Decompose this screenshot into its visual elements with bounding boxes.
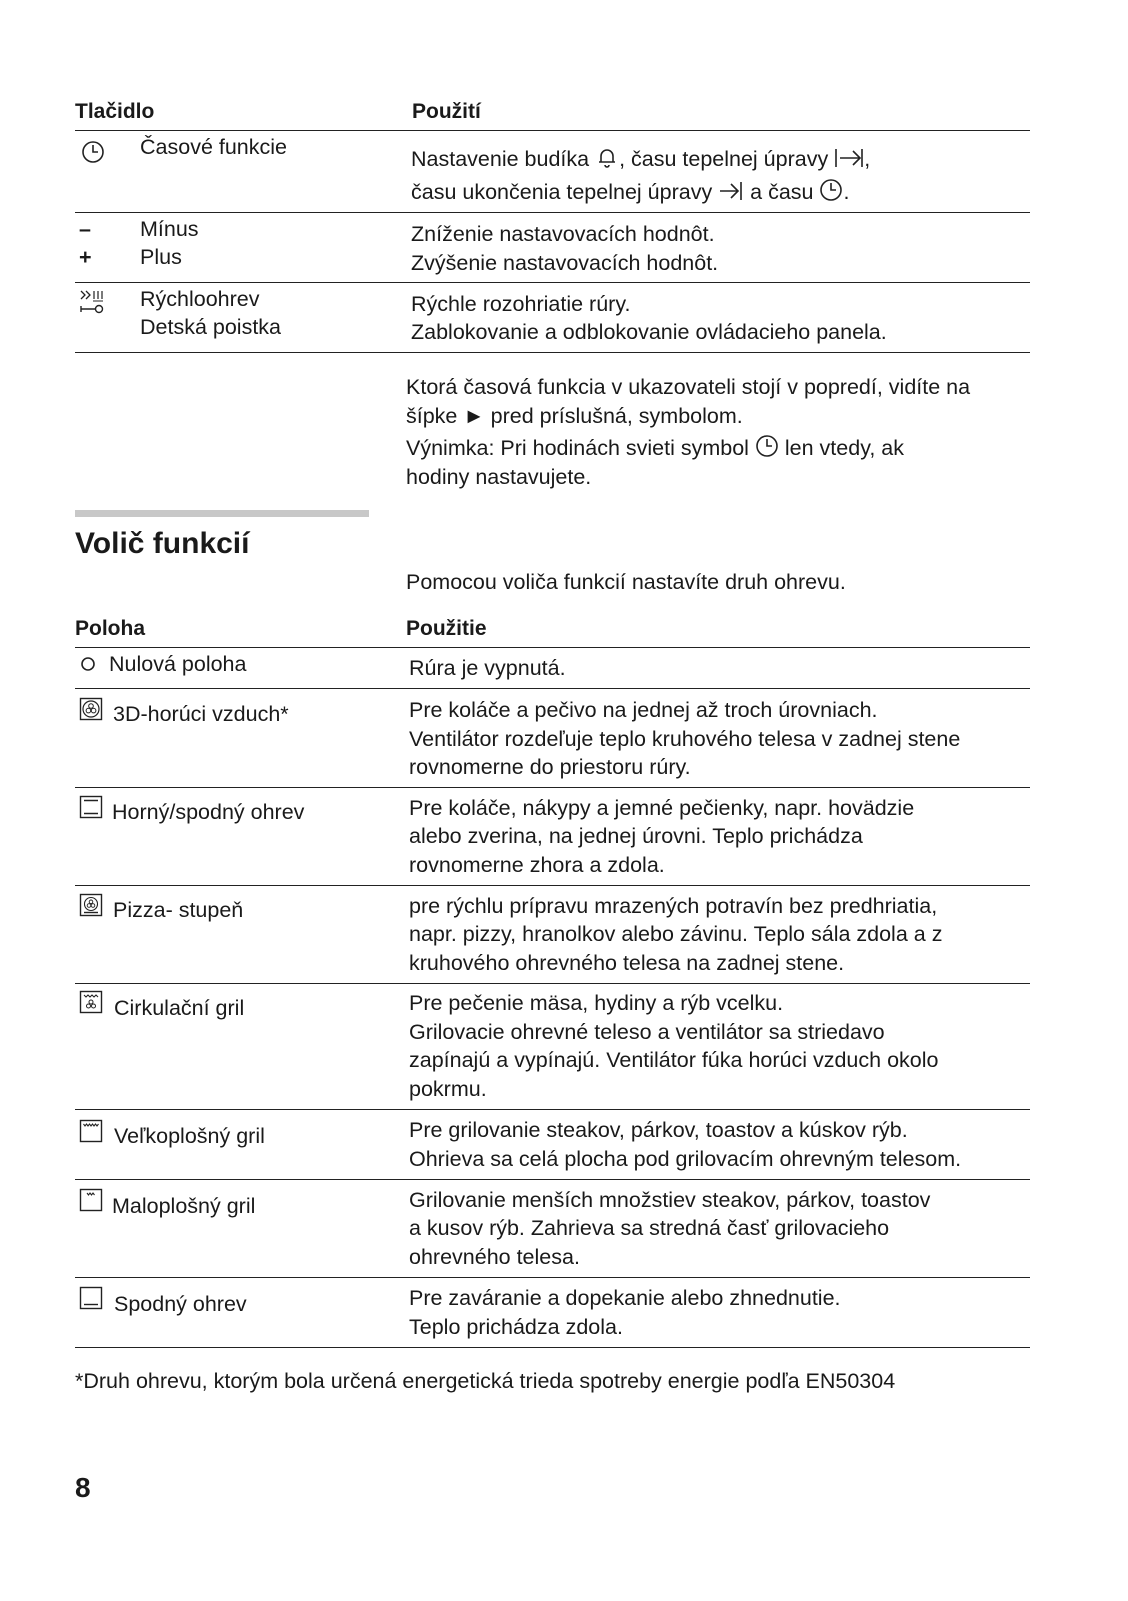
table-divider bbox=[75, 787, 1030, 788]
note-line: Výnimka: Pri hodinách svieti symbol len vtedy, ak bbox=[406, 436, 905, 460]
function-description-line: a kusov rýb. Zahrieva sa stredná časť grilovacieho bbox=[409, 1216, 890, 1240]
section-intro: Pomocou voliča funkcií nastavíte druh ohrevu. bbox=[406, 570, 846, 594]
table-divider bbox=[75, 212, 1030, 213]
function-description-line: Ohrieva sa celá plocha pod grilovacím ohrevným telesom. bbox=[409, 1147, 962, 1171]
function-label: Horný/spodný ohrev bbox=[112, 800, 305, 824]
full-grill-icon bbox=[79, 1119, 103, 1143]
function-description-line: Ventilátor rozdeľuje teplo kruhového telesa v zadnej stene bbox=[409, 727, 961, 751]
button-label-rapid-heat: Rýchloohrev bbox=[140, 287, 260, 311]
function-label: 3D-horúci vzduch* bbox=[113, 702, 289, 726]
buttons-col1-header: Tlačidlo bbox=[75, 100, 155, 123]
table-divider bbox=[75, 647, 1030, 648]
child-lock-key-icon bbox=[79, 303, 105, 315]
clock-icon bbox=[81, 140, 105, 164]
plus-symbol: + bbox=[79, 245, 92, 269]
circulation-grill-icon bbox=[79, 990, 103, 1014]
table-divider bbox=[75, 1179, 1030, 1180]
functions-col1-header: Poloha bbox=[75, 617, 146, 640]
table-divider bbox=[75, 1347, 1030, 1348]
table-divider bbox=[75, 1109, 1030, 1110]
section-divider-bar bbox=[75, 510, 369, 517]
functions-col2-header: Použitie bbox=[406, 617, 487, 640]
button-use-time-functions-line1: Nastavenie budíka , času tepelnej úpravy , bbox=[411, 147, 871, 171]
cooking-time-icon bbox=[834, 147, 864, 169]
note-line: šípke ► pred príslušná, symbolom. bbox=[406, 404, 743, 428]
function-description-line: Pre koláče a pečivo na jednej až troch úrovniach. bbox=[409, 698, 878, 722]
button-label-child-lock: Detská poistka bbox=[140, 315, 282, 339]
function-description-line: pokrmu. bbox=[409, 1077, 487, 1101]
button-label-time-functions: Časové funkcie bbox=[140, 135, 287, 159]
table-divider bbox=[75, 352, 1030, 353]
table-divider bbox=[75, 983, 1030, 984]
function-description-line: Pre grilovanie steakov, párkov, toastov a kúskov rýb. bbox=[409, 1118, 908, 1142]
buttons-col2-header: Použití bbox=[412, 100, 481, 123]
note-line: hodiny nastavujete. bbox=[406, 465, 592, 489]
table-divider bbox=[75, 1277, 1030, 1278]
function-description-line: Pre zaváranie a dopekanie alebo zhnednutie. bbox=[409, 1286, 841, 1310]
function-description-line: zapínajú a vypínajú. Ventilátor fúka horúci vzduch okolo bbox=[409, 1048, 939, 1072]
button-use-time-functions-line2: času ukončenia tepelnej úpravy a času . bbox=[411, 180, 850, 204]
button-use-child-lock: Zablokovanie a odblokovanie ovládacieho panela. bbox=[411, 320, 887, 344]
table-divider bbox=[75, 130, 1030, 131]
circle-icon bbox=[80, 656, 96, 672]
table-divider bbox=[75, 282, 1030, 283]
function-description-line: pre rýchlu prípravu mrazených potravín bez predhriatia, bbox=[409, 894, 938, 918]
function-label: Pizza- stupeň bbox=[113, 898, 244, 922]
table-divider bbox=[75, 688, 1030, 689]
function-description-line: napr. pizzy, hranolkov alebo závinu. Teplo sála zdola a z bbox=[409, 922, 943, 946]
clock-icon bbox=[755, 434, 779, 458]
function-description-line: rovnomerne zhora a zdola. bbox=[409, 853, 665, 877]
button-use-rapid-heat: Rýchle rozohriatie rúry. bbox=[411, 292, 631, 316]
small-grill-icon bbox=[79, 1188, 103, 1212]
note-line: Ktorá časová funkcia v ukazovateli stojí v popredí, vidíte na bbox=[406, 375, 971, 399]
fan-ring-icon bbox=[79, 697, 103, 721]
rapid-heat-icon bbox=[79, 289, 105, 303]
function-description-line: alebo zverina, na jednej úrovni. Teplo prichádza bbox=[409, 824, 863, 848]
bottom-heat-icon bbox=[79, 1286, 103, 1310]
function-label: Cirkulační gril bbox=[114, 996, 245, 1020]
pizza-icon bbox=[79, 893, 103, 917]
function-description-line: Pre pečenie mäsa, hydiny a rýb vcelku. bbox=[409, 991, 784, 1015]
footnote: *Druh ohrevu, ktorým bola určená energetická trieda spotreby energie podľa EN50304 bbox=[75, 1369, 896, 1393]
page-number: 8 bbox=[75, 1472, 91, 1503]
minus-symbol: – bbox=[79, 217, 91, 241]
function-label: Maloplošný gril bbox=[112, 1194, 256, 1218]
function-description-line: ohrevného telesa. bbox=[409, 1245, 580, 1269]
button-use-minus: Zníženie nastavovacích hodnôt. bbox=[411, 222, 715, 246]
function-description-line: Grilovacie ohrevné teleso a ventilátor sa striedavo bbox=[409, 1020, 885, 1044]
function-description-line: Teplo prichádza zdola. bbox=[409, 1315, 623, 1339]
function-description-line: Rúra je vypnutá. bbox=[409, 656, 566, 680]
top-bottom-heat-icon bbox=[79, 795, 103, 819]
function-description-line: rovnomerne do priestoru rúry. bbox=[409, 755, 691, 779]
function-label: Nulová poloha bbox=[109, 652, 247, 676]
function-description-line: kruhového ohrevného telesa na zadnej stene. bbox=[409, 951, 845, 975]
table-divider bbox=[75, 885, 1030, 886]
clock-icon bbox=[819, 178, 843, 202]
function-description-line: Grilovanie menších množstiev steakov, párkov, toastov bbox=[409, 1188, 931, 1212]
end-time-icon bbox=[718, 180, 744, 202]
function-label: Veľkoplošný gril bbox=[114, 1124, 265, 1148]
button-label-minus: Mínus bbox=[140, 217, 199, 241]
function-description-line: Pre koláče, nákypy a jemné pečienky, napr. hovädzie bbox=[409, 796, 915, 820]
function-label: Spodný ohrev bbox=[114, 1292, 247, 1316]
button-label-plus: Plus bbox=[140, 245, 182, 269]
button-use-plus: Zvýšenie nastavovacích hodnôt. bbox=[411, 251, 719, 275]
section-title: Volič funkcií bbox=[75, 527, 250, 560]
bell-icon bbox=[595, 145, 619, 169]
